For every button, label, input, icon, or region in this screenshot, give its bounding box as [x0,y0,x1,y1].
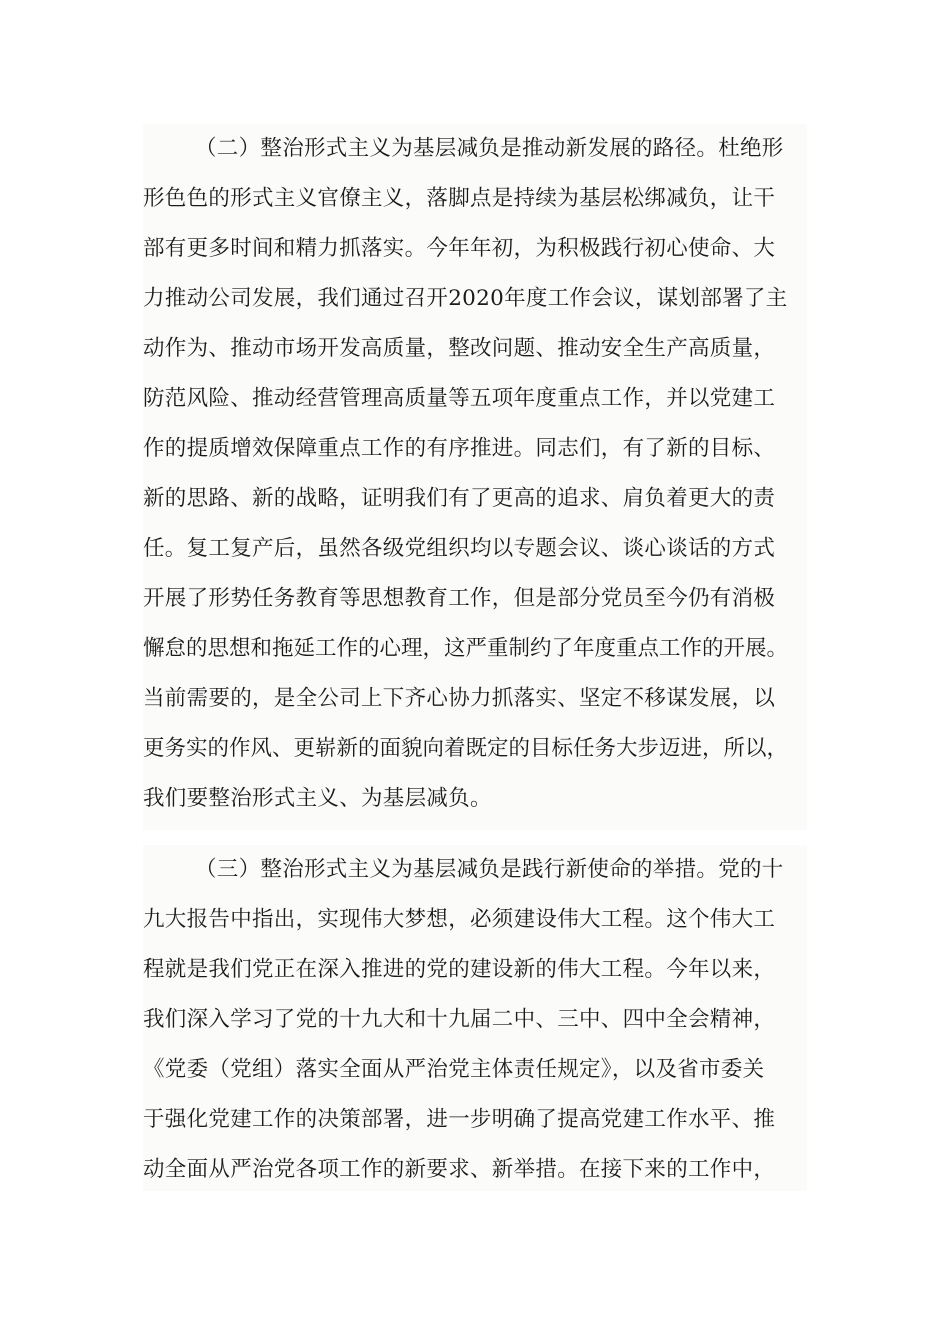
paragraph-line: （二）整治形式主义为基层减负是推动新发展的路径。杜绝形 [195,136,784,161]
paragraph-line: 任。复工复产后，虽然各级党组织均以专题会议、谈心谈话的方式 [143,536,776,561]
paragraph-line: 懈怠的思想和拖延工作的心理，这严重制约了年度重点工作的开展。 [143,636,789,661]
paragraph-line: 动作为、推动市场开发高质量，整改问题、推动安全生产高质量， [143,336,776,361]
paragraph-section-2 [143,124,807,830]
paragraph-line: 形色色的形式主义官僚主义，落脚点是持续为基层松绑减负，让干 [143,186,776,211]
paragraph-line: （三）整治形式主义为基层减负是践行新使命的举措。党的十 [195,857,784,882]
paragraph-line: 部有更多时间和精力抓落实。今年年初，为积极践行初心使命、大 [143,236,776,261]
paragraph-line: 防范风险、推动经营管理高质量等五项年度重点工作，并以党建工 [143,386,776,411]
paragraph-line: 当前需要的，是全公司上下齐心协力抓落实、坚定不移谋发展，以 [143,686,776,711]
paragraph-line: 程就是我们党正在深入推进的党的建设新的伟大工程。今年以来， [143,957,776,982]
paragraph-section-3 [143,845,807,1191]
paragraph-line: 动全面从严治党各项工作的新要求、新举措。在接下来的工作中， [143,1157,776,1182]
paragraph-line: 九大报告中指出，实现伟大梦想，必须建设伟大工程。这个伟大工 [143,907,776,932]
paragraph-line: 更务实的作风、更崭新的面貌向着既定的目标任务大步迈进，所以， [143,736,789,761]
paragraph-line: 作的提质增效保障重点工作的有序推进。同志们，有了新的目标、 [143,436,776,461]
paragraph-line: 力推动公司发展，我们通过召开2020年度工作会议，谋划部署了主 [143,286,788,311]
paragraph-line: 我们深入学习了党的十九大和十九届二中、三中、四中全会精神， [143,1007,776,1032]
paragraph-line: 新的思路、新的战略，证明我们有了更高的追求、肩负着更大的责 [143,486,776,511]
paragraph-line: 开展了形势任务教育等思想教育工作，但是部分党员至今仍有消极 [143,586,776,611]
paragraph-line: 于强化党建工作的决策部署，进一步明确了提高党建工作水平、推 [143,1107,776,1132]
paragraph-line: 我们要整治形式主义、为基层减负。 [143,786,492,811]
paragraph-line: 《党委（党组）落实全面从严治党主体责任规定》，以及省市委关 [143,1057,765,1082]
